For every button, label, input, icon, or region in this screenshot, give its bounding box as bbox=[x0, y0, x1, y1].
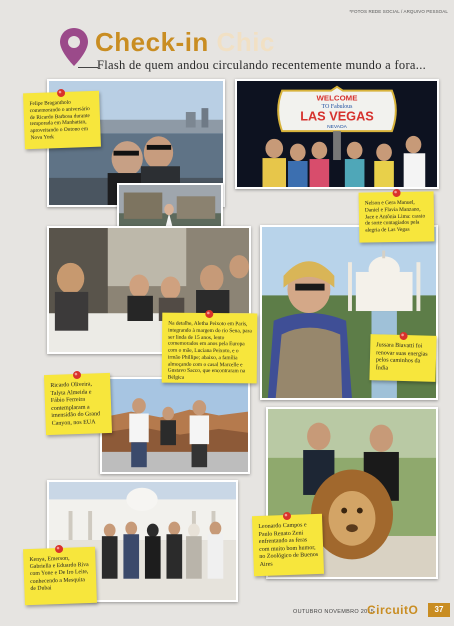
page-title bbox=[95, 27, 275, 58]
vegas-las-vegas: LAS VEGAS bbox=[300, 109, 374, 124]
pushpin-icon bbox=[72, 370, 82, 380]
pushpin-icon bbox=[282, 511, 292, 521]
pushpin-icon bbox=[204, 309, 214, 319]
photo-credit: *FOTOS REDE SOCIAL / ARQUIVO PESSOAL bbox=[349, 9, 448, 14]
note-aletha-text: Na detalhe, Aletha Peixoto em Paris, integrando à margem do rio Sena, para ser linda de 15 anos, lento comemorados em anos pela Europa com o mãe, Luciana Peixoto, e o irmão Phillipe; abaixo, a família almoçando com o casal Marcelle e Gustavo Sacco, que encontraram na Bélgica bbox=[167, 320, 252, 381]
vegas-nevada: NEVADA bbox=[327, 125, 347, 131]
note-felipe bbox=[23, 91, 101, 150]
issue-date: OUTUBRO NOVEMBRO 2015 bbox=[293, 609, 375, 615]
pushpin-icon bbox=[391, 188, 401, 198]
pushpin-icon bbox=[56, 88, 66, 98]
title-rule bbox=[78, 67, 98, 68]
note-nelson bbox=[359, 191, 435, 242]
page-subtitle: Flash de quem andou circulando recentemente mundo a fora... bbox=[97, 58, 427, 72]
note-jussara bbox=[369, 334, 436, 382]
note-aletha bbox=[162, 313, 258, 384]
note-nelson-text: Nelson e Gera Manuel, Daniel e Flavia Manzano, Jace e Antônia Lima: cassio de sorte contagiados pela alegria de Las Vegas bbox=[364, 199, 426, 234]
title-chic: Chic bbox=[216, 27, 275, 57]
note-kenya bbox=[23, 547, 97, 605]
note-ricardo-text: Ricardo Oliveira, Talyta Almeida e Fábio Ferreira contemplaram a imensidão do Grand Canyon, nos EUA bbox=[50, 381, 101, 427]
vegas-welcome: WELCOME bbox=[316, 93, 358, 103]
note-jussara-text: Jussara Biavatti foi renovar suas energias pelos caminhos da Índia bbox=[375, 342, 428, 372]
pushpin-icon bbox=[398, 331, 408, 341]
map-pin-icon bbox=[57, 26, 91, 68]
page-number: 37 bbox=[428, 603, 450, 617]
note-leonardo bbox=[252, 514, 324, 576]
pushpin-icon bbox=[54, 544, 64, 554]
note-leonardo-text: Leonardo Campos e Paulo Renato Zeni enfrentando as feras com muito bom humor, no Zoológico de Buenos Aires bbox=[258, 522, 319, 568]
title-check-in: Check-in bbox=[95, 27, 209, 57]
note-ricardo bbox=[44, 373, 112, 435]
note-kenya-text: Kenya, Emerson, Gabriella e Eduardo Riva com Yone e De Iro Leite, conhecendo a Mesquita de Dubai bbox=[29, 555, 89, 592]
vegas-fabulous: TO Fabulous bbox=[321, 104, 353, 110]
note-felipe-text: Felipe Bragantholo comemorando o aniversário de Ricardo Barbosa durante temporada em Manhattan, aproveitando o Outono em Nova York bbox=[29, 99, 90, 141]
photo-grand-canyon bbox=[100, 377, 250, 474]
photo-las-vegas bbox=[235, 79, 439, 189]
magazine-logo: CircuitO bbox=[367, 603, 419, 617]
